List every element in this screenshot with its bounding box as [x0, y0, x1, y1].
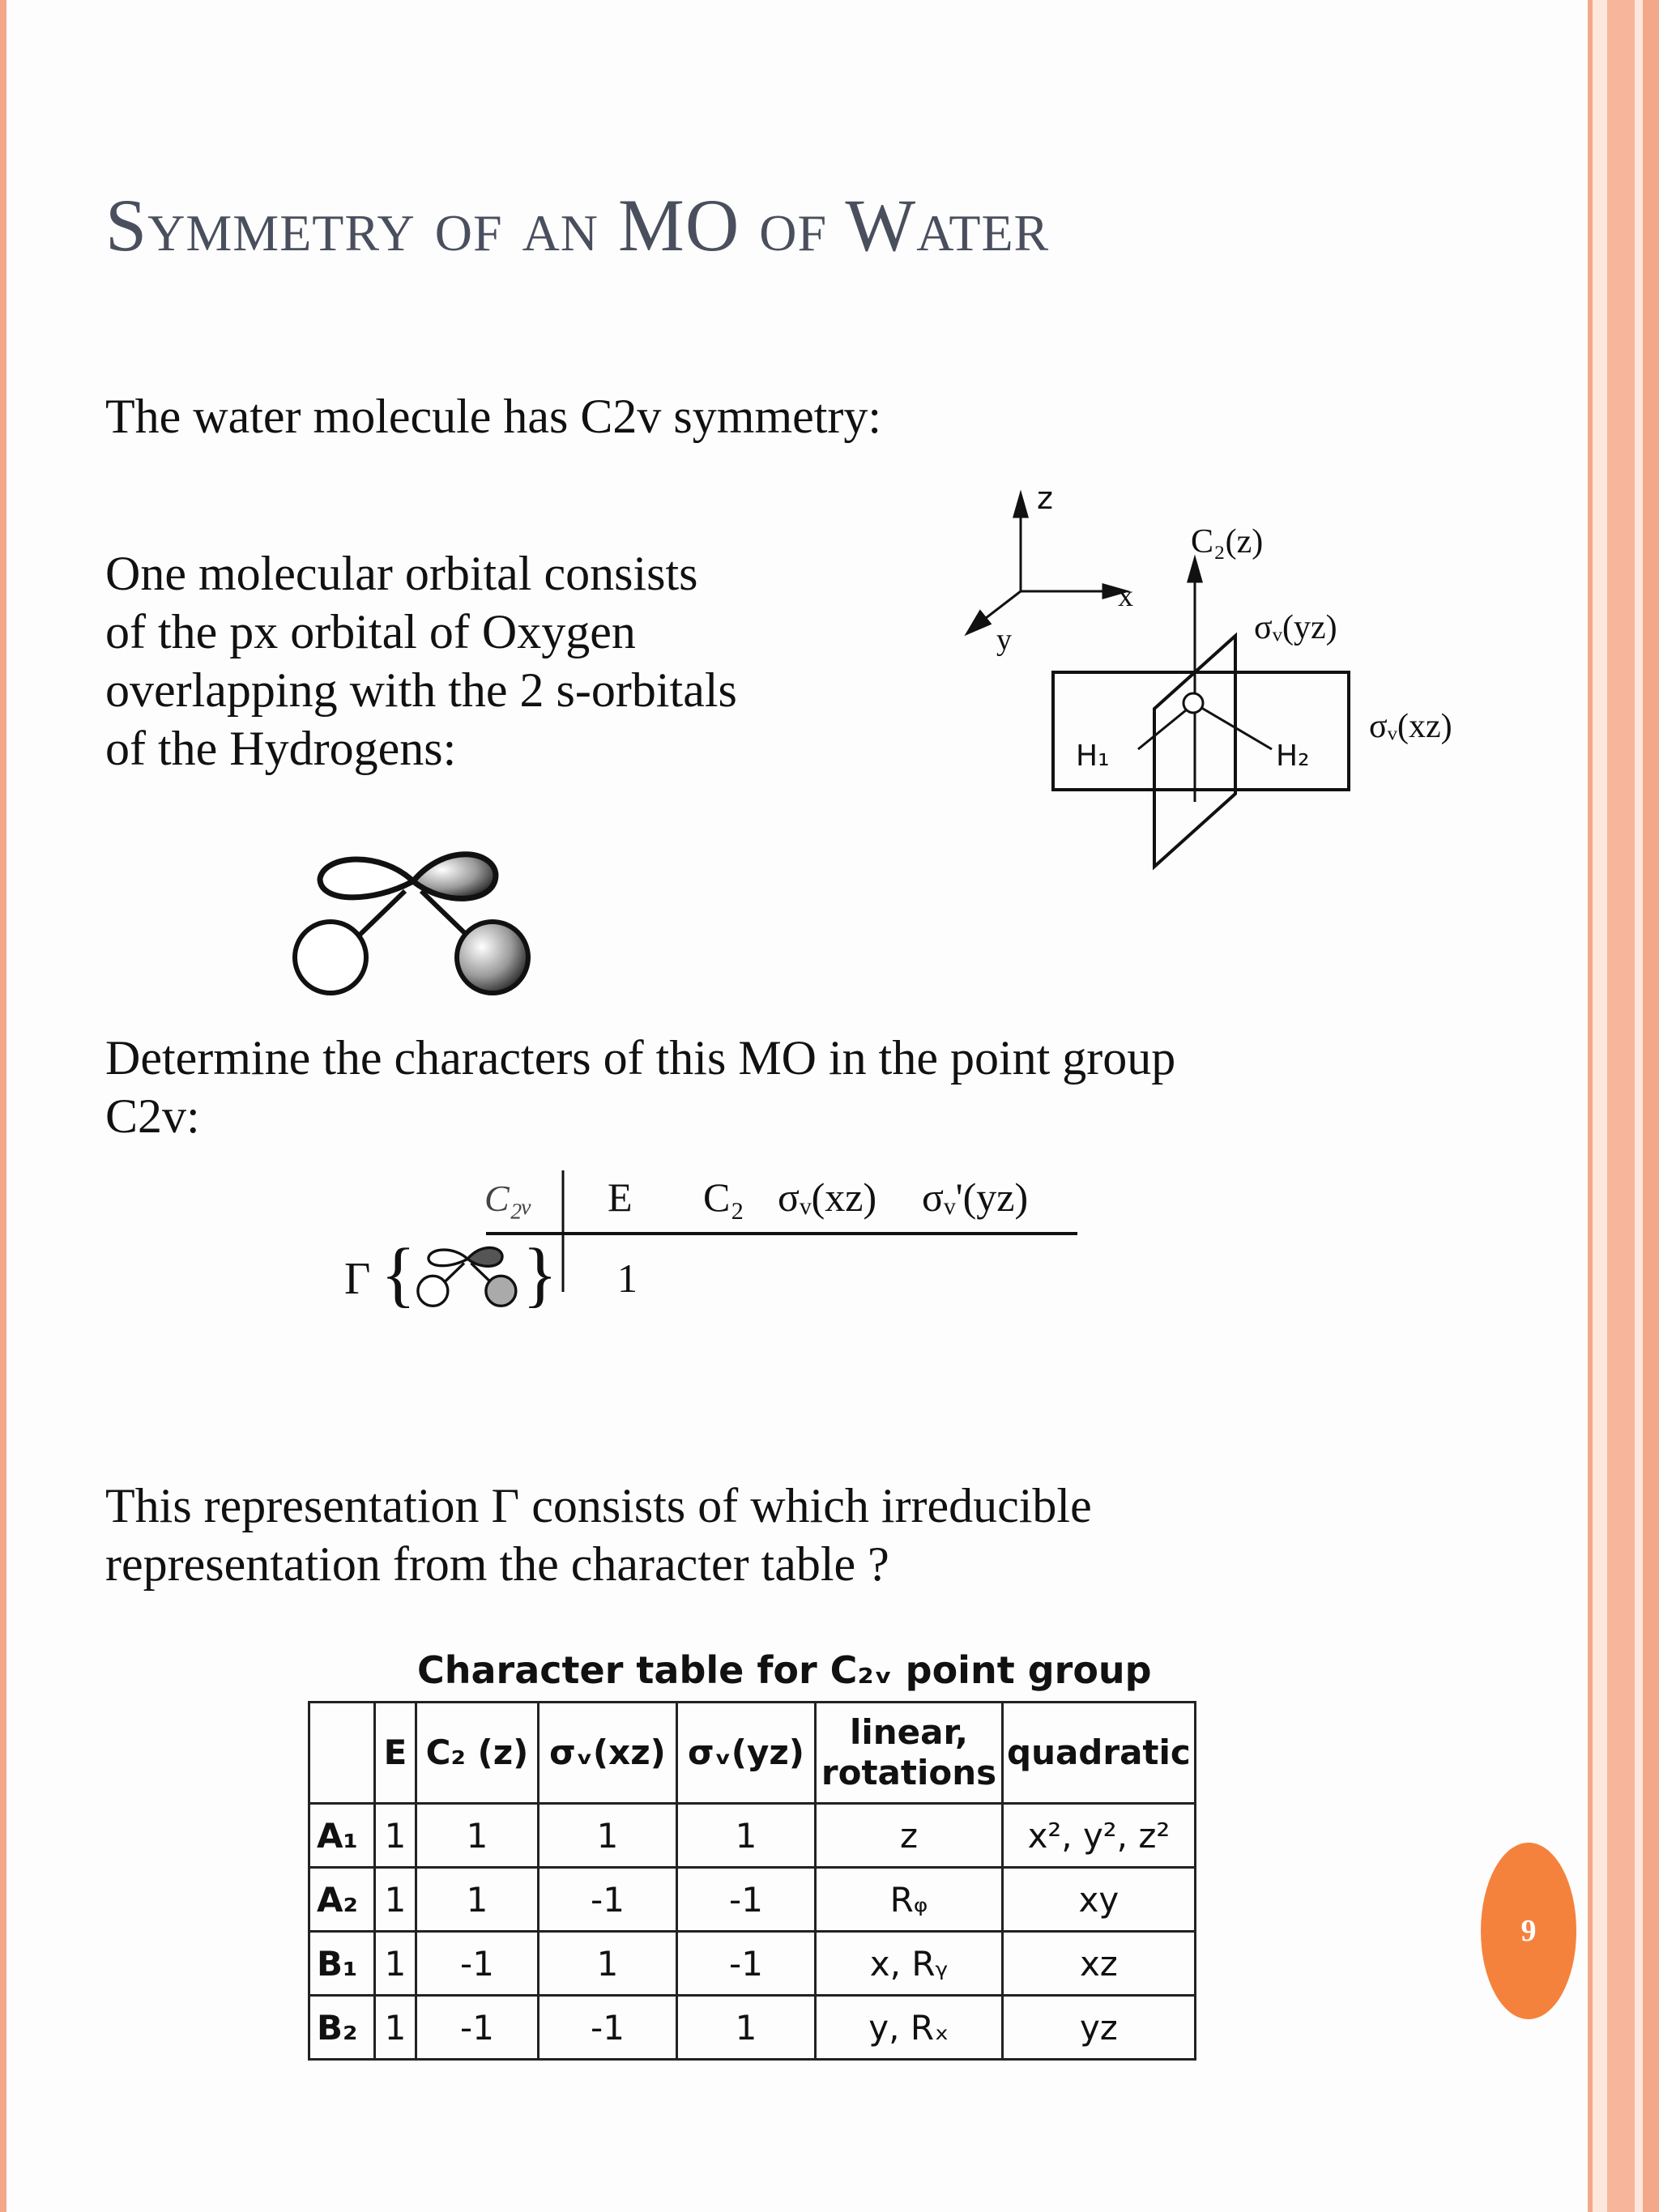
table-cell: z: [816, 1804, 1003, 1868]
table-row: [309, 1996, 1196, 2060]
char-table-header-blank: [309, 1703, 375, 1804]
right-border-band-2: [1635, 0, 1643, 2212]
table-cell: x², y², z²: [1003, 1804, 1196, 1868]
table-cell: 1: [677, 1996, 816, 2060]
intro-text: The water molecule has C2v symmetry:: [105, 390, 882, 443]
char-table-header-sigma-yz: σᵥ(yz): [677, 1703, 816, 1804]
left-border: [0, 0, 6, 2212]
mo-orbital-drawing: [284, 834, 543, 996]
table-cell: xz: [1003, 1932, 1196, 1996]
gamma-representation-table: [308, 1154, 1094, 1340]
determine-text-line-1: Determine the characters of this MO in the point group: [105, 1031, 1176, 1085]
hydrogen-1-label: H₁: [1076, 739, 1110, 773]
gamma-header-c2: C₂: [703, 1174, 744, 1220]
svg-text:}: }: [522, 1234, 558, 1315]
table-cell: x, Rᵧ: [816, 1932, 1003, 1996]
gamma-value-e: 1: [617, 1255, 638, 1301]
row-label-b2: B₂: [309, 1996, 375, 2060]
table-cell: -1: [677, 1868, 816, 1932]
char-table-caption: Character table for C₂ᵥ point group: [417, 1648, 1152, 1692]
char-table-header-c2: C₂ (z): [416, 1703, 539, 1804]
question-text-line-1: This representation Γ consists of which irreducible: [105, 1479, 1092, 1532]
determine-text-line-2: C2v:: [105, 1089, 200, 1143]
table-cell: y, Rₓ: [816, 1996, 1003, 2060]
sigma-xz-label: σᵥ(xz): [1369, 708, 1452, 745]
table-cell: -1: [416, 1996, 539, 2060]
table-cell: Rᵩ: [816, 1868, 1003, 1932]
char-table-header-quadratic: quadratic: [1003, 1703, 1196, 1804]
gamma-header-e: E: [608, 1174, 633, 1220]
axis-y-label: y: [996, 623, 1012, 657]
mo-text-line-1: One molecular orbital consists: [105, 547, 698, 600]
gamma-header-sigma-xz: σᵥ(xz): [778, 1174, 877, 1220]
right-border-thick: [1607, 0, 1635, 2212]
axis-z-label: z: [1037, 480, 1053, 516]
row-label-a1: A₁: [309, 1804, 375, 1868]
row-label-b1: B₁: [309, 1932, 375, 1996]
table-cell: xy: [1003, 1868, 1196, 1932]
mo-orbital-mini-icon: [418, 1247, 516, 1306]
char-table-header-row: [309, 1703, 1196, 1804]
char-table-header-linear: linear, rotations: [816, 1703, 1003, 1804]
sigma-yz-label: σᵥ(yz): [1254, 609, 1337, 646]
table-cell: -1: [539, 1868, 677, 1932]
table-cell: yz: [1003, 1996, 1196, 2060]
table-row: [309, 1868, 1196, 1932]
mo-text-line-4: of the Hydrogens:: [105, 722, 457, 775]
right-border-band: [1593, 0, 1607, 2212]
gamma-group-label: C₂ᵥ: [484, 1178, 533, 1219]
table-cell: -1: [416, 1932, 539, 1996]
gamma-header-sigma-yz: σᵥ'(yz): [922, 1174, 1029, 1220]
table-cell: 1: [539, 1804, 677, 1868]
table-cell: 1: [677, 1804, 816, 1868]
character-table: [308, 1701, 1196, 2061]
table-cell: 1: [539, 1932, 677, 1996]
table-cell: 1: [416, 1804, 539, 1868]
right-border-edge: [1643, 0, 1659, 2212]
table-row: [309, 1932, 1196, 1996]
table-cell: 1: [375, 1996, 416, 2060]
table-cell: -1: [677, 1932, 816, 1996]
table-row: [309, 1804, 1196, 1868]
table-cell: 1: [375, 1932, 416, 1996]
page-number-badge: 9: [1481, 1843, 1576, 2019]
hydrogen-2-label: H₂: [1276, 739, 1310, 773]
svg-text:{: {: [381, 1234, 416, 1315]
table-cell: 1: [416, 1868, 539, 1932]
question-text-line-2: representation from the character table ?: [105, 1537, 889, 1591]
water-symmetry-diagram: [956, 478, 1491, 915]
axis-x-label: x: [1118, 579, 1133, 613]
char-table-header-sigma-xz: σᵥ(xz): [539, 1703, 677, 1804]
char-table-header-e: E: [375, 1703, 416, 1804]
c2-axis-label: C₂(z): [1191, 523, 1264, 560]
table-cell: 1: [375, 1868, 416, 1932]
table-cell: 1: [375, 1804, 416, 1868]
row-label-a2: A₂: [309, 1868, 375, 1932]
gamma-symbol: Γ: [344, 1254, 371, 1304]
table-cell: -1: [539, 1996, 677, 2060]
mo-text-line-2: of the px orbital of Oxygen: [105, 605, 636, 658]
mo-text-line-3: overlapping with the 2 s-orbitals: [105, 663, 737, 717]
slide-title: Symmetry of an MO of Water: [105, 184, 1050, 266]
